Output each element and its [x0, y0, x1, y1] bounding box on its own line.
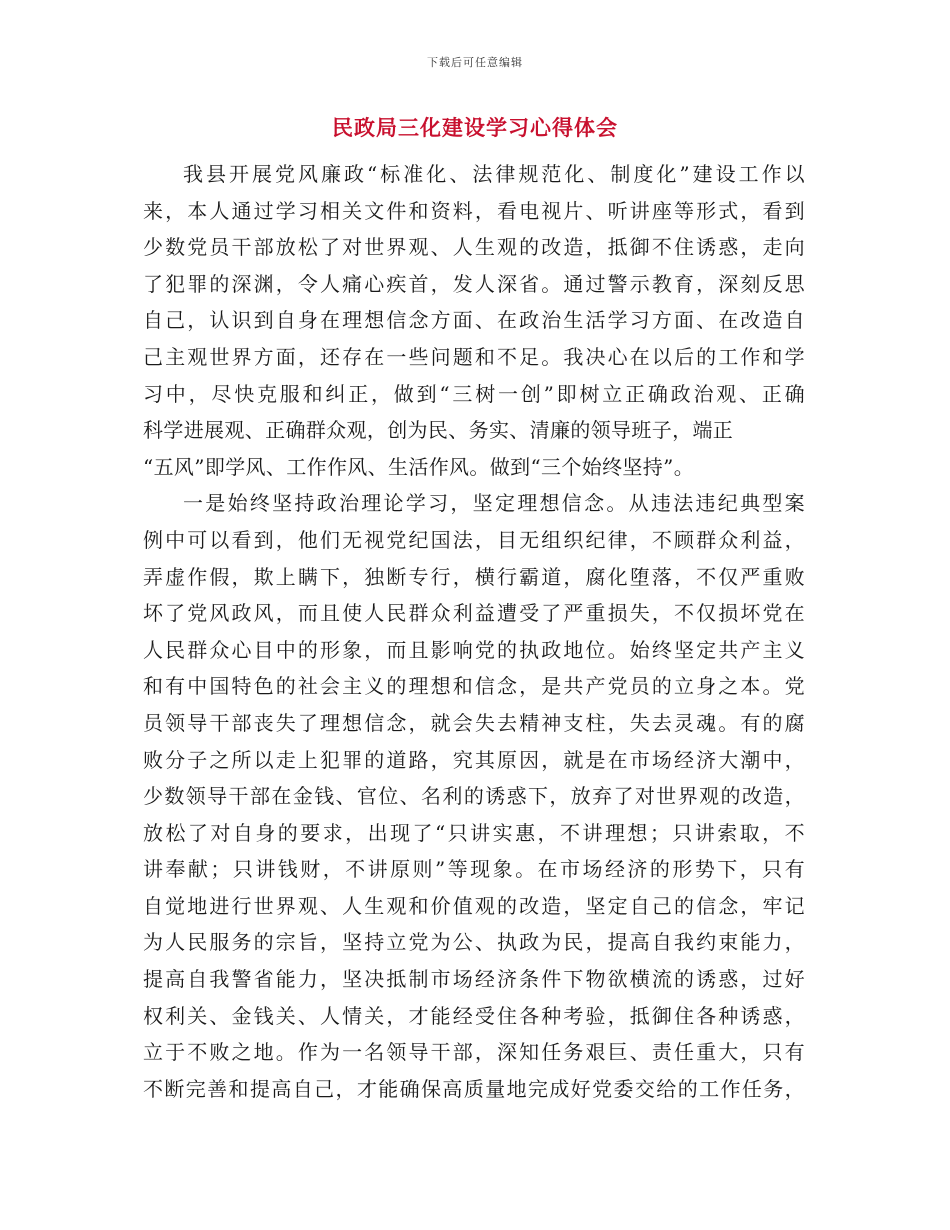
text-line: 少数领导干部在金钱、官位、名利的诱惑下，放弃了对世界观的改造， [143, 784, 805, 809]
text-line: 我县开展党风廉政“标准化、法律规范化、制度化”建设工作以 [183, 162, 805, 186]
body-text [143, 156, 805, 1107]
text-line: 放松了对自身的要求，出现了“只讲实惠，不讲理想；只讲索取，不 [143, 820, 805, 845]
text-line: 坏了党风政风，而且使人民群众利益遭受了严重损失，不仅损坏党在 [143, 601, 805, 626]
text-line: 员领导干部丧失了理想信念，就会失去精神支柱，失去灵魂。有的腐 [143, 710, 805, 735]
text-line: 习中，尽快克服和纠正，做到“三树一创”即树立正确政治观、正确 [143, 381, 805, 406]
text-line: 少数党员干部放松了对世界观、人生观的改造，抵御不住诱惑，走向 [143, 235, 805, 260]
text-line: 了犯罪的深渊，令人痛心疾首，发人深省。通过警示教育，深刻反思 [143, 271, 805, 296]
text-line: 来，本人通过学习相关文件和资料，看电视片、听讲座等形式，看到 [143, 198, 805, 223]
text-line: 提高自我警省能力，坚决抵制市场经济条件下物欲横流的诱惑，过好 [143, 967, 805, 992]
text-line: “五风”即学风、工作作风、生活作风。做到“三个始终坚持”。 [143, 454, 695, 479]
text-line: 为人民服务的宗旨，坚持立党为公、执政为民，提高自我约束能力， [143, 930, 805, 955]
text-line: 人民群众心目中的形象，而且影响党的执政地位。始终坚定共产主义 [143, 637, 805, 662]
text-line: 不断完善和提高自己，才能确保高质量地完成好党委交给的工作任务， [143, 1076, 805, 1101]
text-line: 和有中国特色的社会主义的理想和信念，是共产党员的立身之本。党 [143, 674, 805, 699]
text-line: 立于不败之地。作为一名领导干部，深知任务艰巨、责任重大，只有 [143, 1040, 805, 1065]
text-line: 一是始终坚持政治理论学习，坚定理想信念。从违法违纪典型案 [183, 491, 805, 516]
text-line: 败分子之所以走上犯罪的道路，究其原因，就是在市场经济大潮中， [143, 747, 805, 772]
document-title: 民政局三化建设学习心得体会 [332, 115, 618, 140]
text-line: 讲奉献；只讲钱财，不讲原则”等现象。在市场经济的形势下，只有 [143, 857, 805, 882]
text-line: 己主观世界方面，还存在一些问题和不足。我决心在以后的工作和学 [143, 344, 805, 369]
text-line: 权利关、金钱关、人情关，才能经受住各种考验，抵御住各种诱惑， [143, 1003, 805, 1028]
text-line: 例中可以看到，他们无视党纪国法，目无组织纪律，不顾群众利益， [143, 527, 805, 552]
text-line: 科学进展观、正确群众观，创为民、务实、清廉的领导班子，端正 [143, 418, 734, 443]
text-line: 自己，认识到自身在理想信念方面、在政治生活学习方面、在改造自 [143, 308, 805, 333]
text-line: 自觉地进行世界观、人生观和价值观的改造，坚定自己的信念，牢记 [143, 893, 805, 918]
text-line: 弄虚作假，欺上瞒下，独断专行，横行霸道，腐化堕落，不仅严重败 [143, 564, 805, 589]
header-note: 下载后可任意编辑 [427, 56, 523, 69]
